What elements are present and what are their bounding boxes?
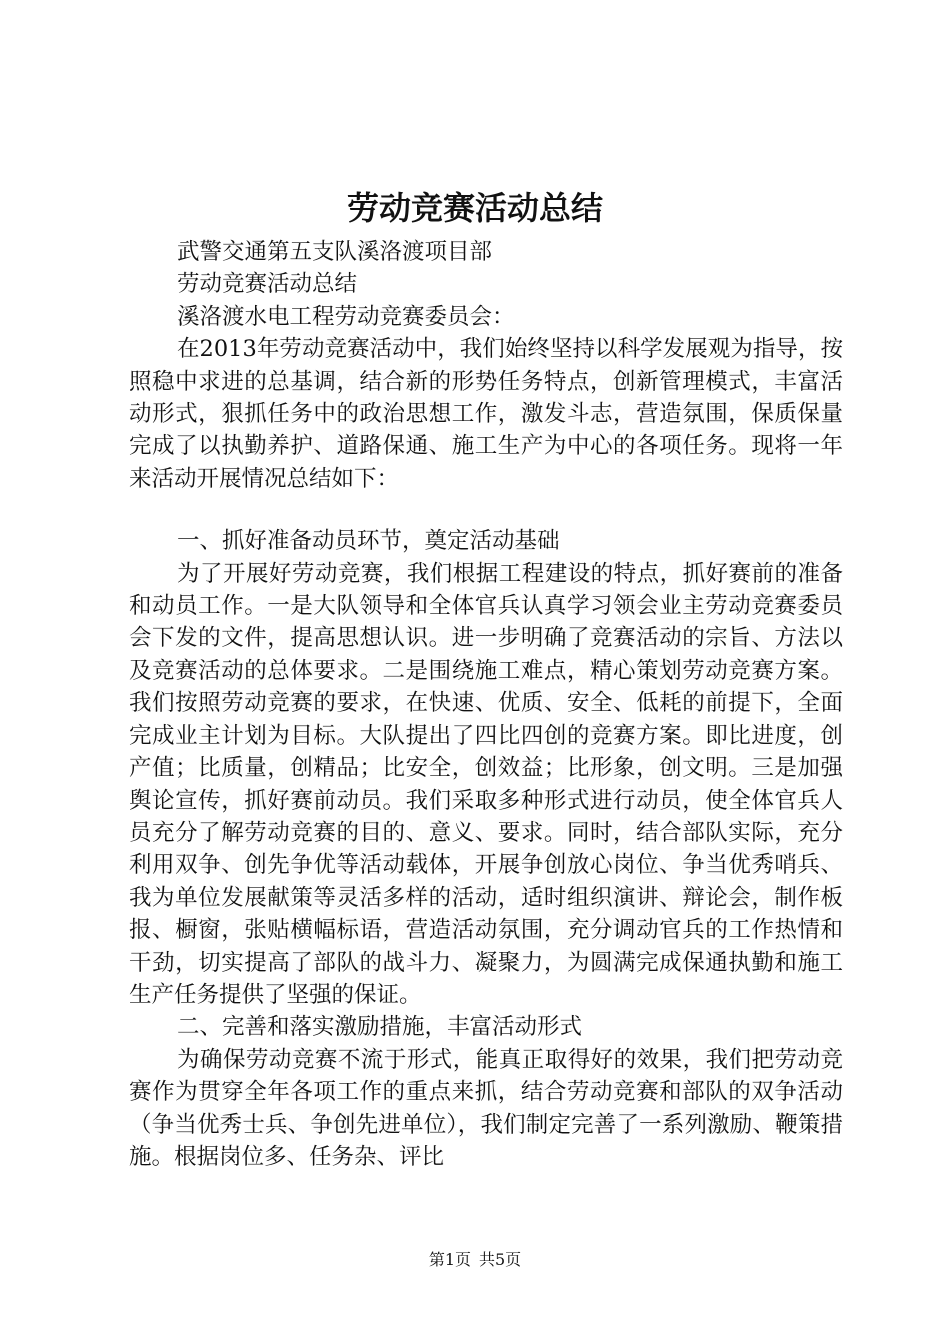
- header-line-unit: 武警交通第五支队溪洛渡项目部: [177, 239, 493, 265]
- page-footer: [0, 1247, 950, 1270]
- section1-heading: 一、抓好准备动员环节，奠定活动基础: [177, 528, 560, 555]
- paragraph-gap: [129, 495, 843, 525]
- document-body: [129, 236, 843, 1173]
- header-line-recipient: 溪洛渡水电工程劳动竞赛委员会：: [177, 303, 515, 330]
- section2-paragraph: 为确保劳动竞赛不流于形式，能真正取得好的效果，我们把劳动竞赛作为贯穿全年各项工作的重点来抓，结合劳动竞赛和部队的双争活动（争当优秀士兵、争创先进单位），我们制定完善了一系列激励、鞭策措施。根据岗位多、任务杂、评比: [129, 1046, 843, 1170]
- document-title: 劳动竞赛活动总结: [346, 189, 603, 227]
- page-total: 共5页: [479, 1250, 522, 1269]
- intro-paragraph: 在2013年劳动竞赛活动中，我们始终坚持以科学发展观为指导，按照稳中求进的总基调，结合新的形势任务特点，创新管理模式，丰富活动形式，狠抓任务中的政治思想工作，激发斗志，营造氛围，保质保量完成了以执勤养护、道路保通、施工生产为中心的各项任务。现将一年来活动开展情况总结如下：: [129, 336, 843, 492]
- section1-paragraph: 为了开展好劳动竞赛，我们根据工程建设的特点，抓好赛前的准备和动员工作。一是大队领导和全体官兵认真学习领会业主劳动竞赛委员会下发的文件，提高思想认识。进一步明确了竞赛活动的宗旨、方法以及竞赛活动的总体要求。二是围绕施工难点，精心策划劳动竞赛方案。我们按照劳动竞赛的要求，在快速、优质、安全、低耗的前提下，全面完成业主计划为目标。大队提出了四比四创的竞赛方案。即比进度，创产值；比质量，创精品；比安全，创效益；比形象，创文明。三是加强舆论宣传，抓好赛前动员。我们采取多种形式进行动员，使全体官兵人员充分了解劳动竞赛的目的、意义、要求。同时，结合部队实际，充分利用双争、创先争优等活动载体，开展争创放心岗位、争当优秀哨兵、我为单位发展献策等灵活多样的活动，适时组织演讲、辩论会，制作板报、橱窗，张贴横幅标语，营造活动氛围，充分调动官兵的工作热情和干劲，切实提高了部队的战斗力、凝聚力，为圆满完成保通执勤和施工生产任务提供了坚强的保证。: [129, 560, 843, 1008]
- page-number: 第1页: [428, 1250, 471, 1269]
- section2-heading: 二、完善和落实激励措施，丰富活动形式: [177, 1014, 583, 1041]
- header-line-subtitle: 劳动竞赛活动总结: [177, 271, 358, 298]
